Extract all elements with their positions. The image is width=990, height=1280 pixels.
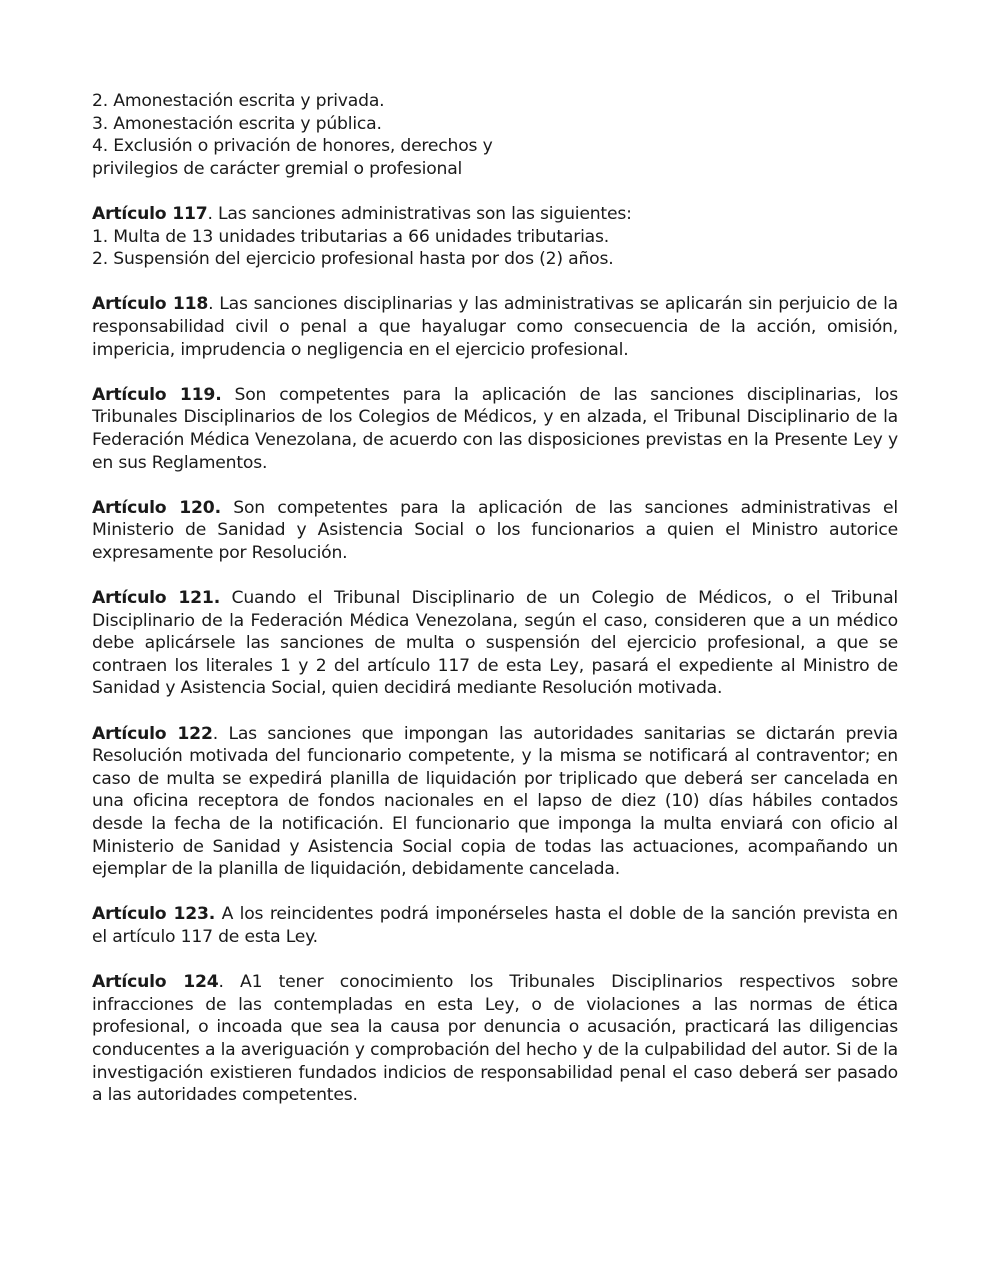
article-120: [92, 497, 898, 565]
article-118: [92, 293, 898, 361]
list-item: 1. Multa de 13 unidades tributarias a 66 unidades tributarias.: [92, 226, 610, 247]
article-label: Artículo 124: [92, 972, 219, 993]
article-label: Artículo 117: [92, 203, 208, 224]
list-item: 2. Suspensión del ejercicio profesional hasta por dos (2) años.: [92, 249, 614, 270]
article-text: . Las sanciones disciplinarias y las administrativas se aplicarán sin perjuicio de la responsabilidad civil o penal a que hayalugar como consecuencia de la acción, omisión, impericia, imprudencia o negligencia en el ejercicio profesional.: [92, 294, 898, 360]
article-124: [92, 971, 898, 1107]
article-122: [92, 723, 898, 881]
article-117: [92, 203, 898, 271]
intro-list: [92, 90, 898, 180]
article-label: Artículo 120.: [92, 497, 221, 518]
article-123: [92, 903, 898, 948]
article-label: Artículo 122: [92, 723, 213, 744]
article-label: Artículo 123.: [92, 904, 216, 925]
list-item: 4. Exclusión o privación de honores, derechos y: [92, 136, 493, 157]
article-text: Son competentes para la aplicación de las sanciones disciplinarias, los Tribunales Disciplinarios de los Colegios de Médicos, y en alzada, el Tribunal Disciplinario de la Federación Médica Venezolana, de acuerdo con las disposiciones previstas en la Presente Ley y en sus Reglamentos.: [92, 384, 898, 473]
document-page: [92, 90, 898, 1107]
article-121: [92, 587, 898, 700]
list-item: 3. Amonestación escrita y pública.: [92, 113, 382, 134]
article-text: Cuando el Tribunal Disciplinario de un Colegio de Médicos, o el Tribunal Disciplinario de la Federación Médica Venezolana, según el caso, consideren que a un médico debe aplicársele las sanciones de multa o suspensión del ejercicio profesional, a que se contraen los literales 1 y 2 del artículo 117 de esta Ley, pasará el expediente al Ministro de Sanidad y Asistencia Social, quien decidirá mediante Resolución motivada.: [92, 588, 898, 699]
article-label: Artículo 121.: [92, 588, 221, 609]
article-text: . A1 tener conocimiento los Tribunales Disciplinarios respectivos sobre infracciones de las contempladas en esta Ley, o de violaciones a las normas de ética profesional, o incoada que sea la causa por denuncia o acusación, practicará las diligencias conducentes a la averiguación y comprobación del hecho y de la culpabilidad del autor. Si de la investigación existieren fundados indicios de responsabilidad penal el caso deberá ser pasado a las autoridades competentes.: [92, 972, 898, 1106]
article-text: A los reincidentes podrá imponérseles hasta el doble de la sanción prevista en el artículo 117 de esta Ley.: [92, 904, 898, 947]
article-text: . Las sanciones administrativas son las siguientes:: [207, 203, 632, 224]
article-119: [92, 384, 898, 474]
article-text: Son competentes para la aplicación de las sanciones administrativas el Ministerio de Sanidad y Asistencia Social o los funcionarios a quien el Ministro autorice expresamente por Resolución.: [92, 497, 898, 563]
article-label: Artículo 118: [92, 294, 209, 315]
list-item: privilegios de carácter gremial o profesional: [92, 158, 463, 179]
list-item: 2. Amonestación escrita y privada.: [92, 91, 385, 111]
article-label: Artículo 119.: [92, 384, 222, 405]
article-text: . Las sanciones que impongan las autoridades sanitarias se dictarán previa Resolución motivada del funcionario competente, y la misma se notificará al contraventor; en caso de multa se expedirá planilla de liquidación por triplicado que deberá ser cancelada en una oficina receptora de fondos nacionales en el lapso de diez (10) días hábiles contados desde la fecha de la notificación. El funcionario que imponga la multa enviará con oficio al Ministerio de Sanidad y Asistencia Social copia de todas las actuaciones, acompañando un ejemplar de la planilla de liquidación, debidamente cancelada.: [92, 723, 898, 880]
